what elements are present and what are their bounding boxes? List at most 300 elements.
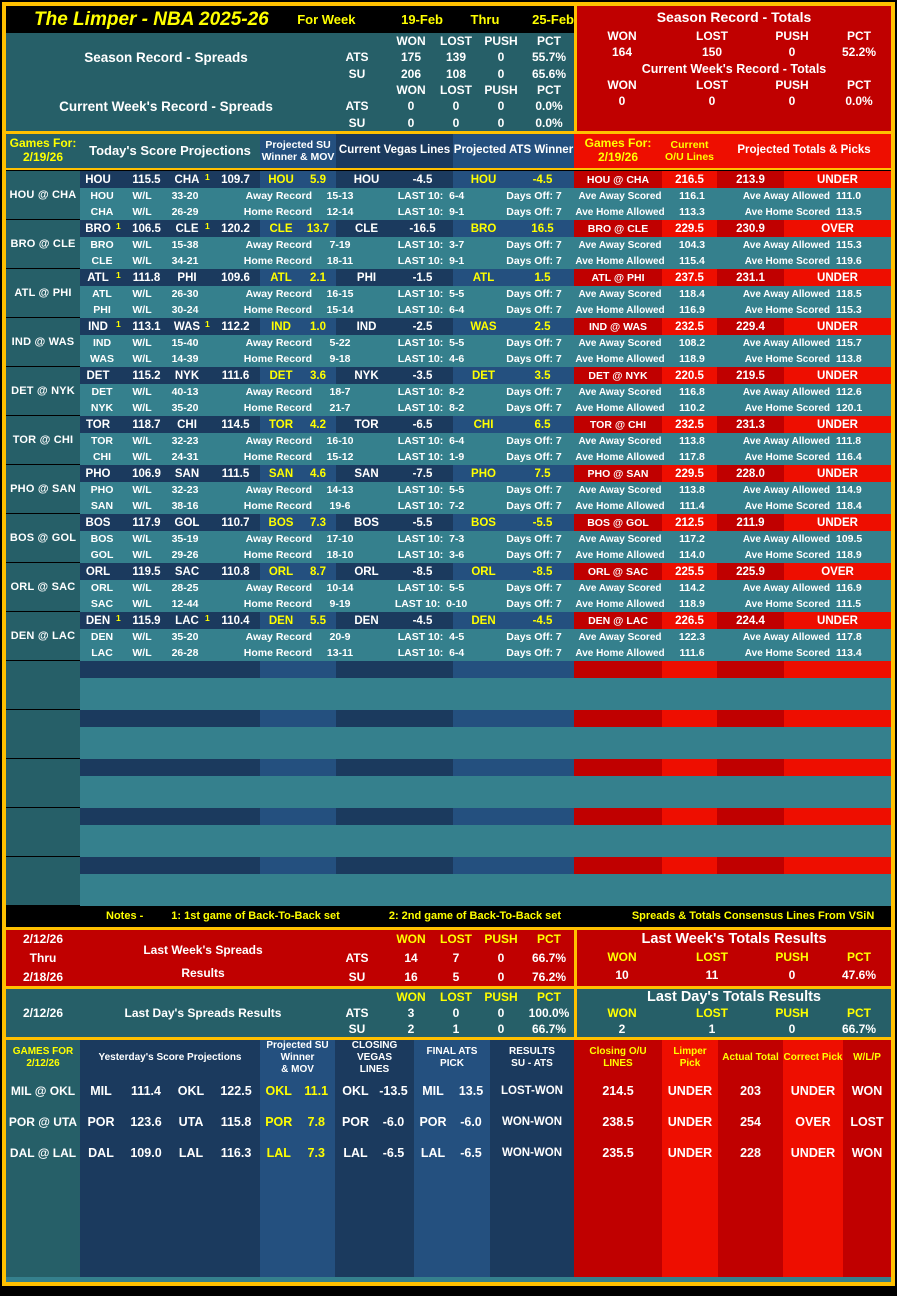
score-projection-cell: [80, 465, 260, 482]
su-pct: 65.6%: [531, 66, 567, 81]
game-matchup-label: PHO @ SAN: [6, 465, 80, 513]
ats-pct: 55.7%: [531, 50, 567, 65]
su-label: SU: [348, 115, 366, 130]
matchup-label-right: ATL @ PHI: [574, 269, 662, 286]
ave-away-allowed-label: Ave Away Allowed: [742, 288, 830, 300]
ats-pick-line: -5.5: [532, 516, 553, 529]
ats-pick-cell: [453, 318, 574, 335]
away-projected-score: 115.2: [132, 369, 161, 382]
vegas-lines-header: Current Vegas Lines: [336, 134, 453, 168]
yd-su-winner-cell: OKL 11.1: [260, 1075, 335, 1106]
totals-record-panel: [574, 6, 891, 131]
vegas-line: -6.5: [412, 418, 433, 431]
projected-total: 231.3: [717, 416, 784, 433]
vegas-favorite-team: TOR: [354, 418, 379, 431]
away-projected-score: 113.1: [132, 320, 161, 333]
vegas-line-cell: [336, 612, 453, 629]
totals-lost: 11: [705, 968, 719, 982]
away-record-label: Away Record: [245, 239, 312, 251]
ave-home-allowed-value: 117.8: [679, 451, 705, 463]
ave-away-allowed-label: Ave Away Allowed: [742, 631, 830, 643]
away-last10: LAST 10: 8-2: [397, 386, 465, 398]
yd-away-score: 123.6: [130, 1114, 162, 1129]
home-record-value: 21-7: [329, 402, 351, 414]
ave-home-allowed-label: Ave Home Allowed: [575, 549, 665, 561]
su-winner-team: TOR: [268, 418, 294, 431]
home-last10: LAST 10: 8-2: [397, 402, 465, 414]
su-label: SU: [348, 1022, 366, 1036]
away-team-abbr: DEN: [90, 631, 114, 643]
score-projection-cell: [80, 220, 260, 237]
away-wl-record: 32-23: [171, 435, 199, 447]
away-team-abbr: DET: [91, 386, 113, 398]
last-week-spreads-title: Last Week's Spreads: [143, 942, 263, 957]
away-detail-row: [80, 286, 891, 302]
yd-score-proj-header: Yesterday's Score Projections: [80, 1040, 260, 1076]
totals-won: 0: [618, 94, 626, 109]
ats-pick-cell: [453, 416, 574, 433]
ave-home-allowed-value: 111.6: [679, 647, 705, 659]
ave-away-allowed-label: Ave Away Allowed: [742, 582, 830, 594]
su-push: 0: [497, 969, 505, 984]
ats-pick-line: 2.5: [534, 320, 551, 333]
matchup-label-right: DET @ NYK: [574, 367, 662, 384]
yesterday-game-row: [6, 1106, 891, 1137]
home-team-abbr: PHI: [93, 304, 111, 316]
game-matchup-label: HOU @ CHA: [6, 171, 80, 219]
home-team-abbr: NYK: [174, 369, 200, 382]
col-lost: LOST: [440, 83, 472, 98]
ave-home-allowed-label: Ave Home Allowed: [575, 451, 665, 463]
yd-matchup-label: POR @ UTA: [6, 1106, 80, 1137]
vegas-line-cell: [336, 171, 453, 188]
ats-label: ATS: [345, 99, 369, 114]
yd-vegas-cell: LAL -6.5: [335, 1137, 414, 1168]
vegas-favorite-team: HOU: [353, 173, 380, 186]
ats-pick-cell: [453, 367, 574, 384]
ou-line: 232.5: [662, 416, 717, 433]
home-record-label: Home Record: [243, 451, 312, 463]
yd-ats-pick-cell: MIL 13.5: [414, 1075, 490, 1106]
game-block: [6, 562, 891, 611]
home-record-label: Home Record: [243, 647, 312, 659]
sheet: [2, 2, 895, 1286]
yd-limper-pick: UNDER: [662, 1075, 718, 1106]
last-week-totals-title: Last Week's Totals Results: [641, 931, 827, 947]
game-block: [6, 317, 891, 366]
home-record-value: 15-14: [326, 304, 354, 316]
empty-game-block: [6, 758, 891, 807]
ave-home-scored-label: Ave Home Scored: [744, 598, 830, 610]
yd-vegas-cell: POR -6.0: [335, 1106, 414, 1137]
ou-line: 226.5: [662, 612, 717, 629]
su-lost: 108: [445, 66, 467, 81]
game-matchup-label: ORL @ SAC: [6, 563, 80, 611]
season-totals-title: Season Record - Totals: [656, 9, 812, 25]
ave-home-allowed-label: Ave Home Allowed: [575, 206, 665, 218]
home-projected-score: 109.6: [221, 271, 250, 284]
score-projection-cell: [80, 514, 260, 531]
home-detail-row: [80, 302, 891, 318]
vegas-line: -4.5: [412, 614, 433, 627]
ave-home-scored-label: Ave Home Scored: [744, 647, 830, 659]
wl-label: W/L: [132, 304, 152, 316]
totals-pct: 66.7%: [841, 1022, 877, 1036]
su-push: 0: [497, 1022, 505, 1036]
band: [335, 1168, 414, 1277]
away-last10: LAST 10: 5-5: [397, 582, 465, 594]
yd-home-score: 116.3: [220, 1145, 252, 1160]
wl-label: W/L: [132, 549, 152, 561]
ats-pick-cell: [453, 563, 574, 580]
season-spreads-title: Season Record - Spreads: [84, 49, 248, 65]
col-pct: PCT: [847, 29, 871, 44]
yd-away-score: 111.4: [131, 1083, 161, 1098]
ave-home-allowed-value: 111.4: [679, 500, 705, 512]
totals-lost: 0: [708, 94, 716, 109]
home-detail-row: [80, 645, 891, 661]
ave-away-allowed-value: 114.9: [836, 484, 862, 496]
yd-ou-line: 235.5: [574, 1137, 662, 1168]
away-team-abbr: BRO: [90, 239, 114, 251]
matchup-label-right: BRO @ CLE: [574, 220, 662, 237]
ats-pct: 100.0%: [528, 1006, 570, 1020]
home-record-label: Home Record: [243, 304, 312, 316]
vegas-favorite-team: CLE: [355, 222, 378, 235]
away-days-off: Days Off: 7: [506, 337, 562, 349]
su-won: 16: [404, 969, 418, 984]
away-detail-row: [80, 188, 891, 204]
ats-label: ATS: [345, 1006, 369, 1020]
home-team-abbr: LAC: [175, 614, 199, 627]
ave-home-scored-value: 116.4: [836, 451, 862, 463]
away-last10: LAST 10: 6-4: [397, 435, 465, 447]
yd-home-score: 122.5: [220, 1083, 252, 1098]
away-team-abbr: PHO: [85, 467, 111, 480]
home-projected-score: 114.5: [221, 418, 250, 431]
away-team-abbr: DEN: [85, 614, 111, 627]
ou-line: 229.5: [662, 465, 717, 482]
totals-push: 0: [788, 94, 796, 109]
home-days-off: Days Off: 7: [506, 647, 562, 659]
home-detail-row: [80, 400, 891, 416]
home-record-label: Home Record: [243, 500, 312, 512]
yd-result: WON-WON: [490, 1106, 574, 1137]
away-record-value: 5-22: [329, 337, 351, 349]
home-detail-row: [80, 351, 891, 367]
ave-away-scored-label: Ave Away Scored: [578, 190, 662, 202]
ave-home-scored-value: 119.6: [836, 255, 862, 267]
ats-label: ATS: [345, 950, 369, 965]
su-winner-team: DEN: [268, 614, 294, 627]
away-record-label: Away Record: [245, 582, 312, 594]
home-last10: LAST 10: 6-4: [397, 304, 465, 316]
wl-label: W/L: [132, 631, 152, 643]
ave-away-scored-value: 118.4: [679, 288, 705, 300]
vegas-line-cell: [336, 318, 453, 335]
score-projection-cell: [80, 416, 260, 433]
away-projected-score: 117.9: [132, 516, 161, 529]
lw-date-thru: Thru: [29, 950, 57, 965]
ave-home-allowed-label: Ave Home Allowed: [575, 353, 665, 365]
ats-pick-team: ATL: [472, 271, 495, 284]
home-days-off: Days Off: 7: [506, 304, 562, 316]
total-pick: OVER: [784, 220, 891, 237]
yd-results-header: RESULTS SU - ATS: [490, 1040, 574, 1076]
home-detail-row: [80, 449, 891, 465]
total-pick: UNDER: [784, 269, 891, 286]
yd-score-projection-cell: [80, 1075, 260, 1106]
away-record-value: 7-19: [329, 239, 351, 251]
home-days-off: Days Off: 7: [506, 255, 562, 267]
vegas-favorite-team: PHI: [356, 271, 377, 284]
ats-label: ATS: [345, 50, 369, 65]
away-wl-record: 33-20: [171, 190, 199, 202]
away-days-off: Days Off: 7: [506, 190, 562, 202]
game-matchup-label: BOS @ GOL: [6, 514, 80, 562]
projected-total: 229.4: [717, 318, 784, 335]
ou-line: 220.5: [662, 367, 717, 384]
home-last10: LAST 10: 1-9: [397, 451, 465, 463]
vegas-line: -7.5: [412, 467, 433, 480]
wl-label: W/L: [132, 484, 152, 496]
home-record-value: 18-10: [326, 549, 354, 561]
games-for-header: Games For: 2/19/26: [6, 134, 80, 168]
yd-ou-lines-header: Closing O/U LINES: [574, 1040, 662, 1076]
away-b2b-flag: 1: [116, 269, 121, 280]
last-week-spreads-title-2: Results: [181, 965, 225, 980]
total-pick: UNDER: [784, 612, 891, 629]
ave-home-scored-value: 118.9: [836, 549, 862, 561]
band: [574, 1168, 662, 1277]
top-section: [6, 6, 891, 131]
home-team-abbr: SAN: [174, 467, 200, 480]
su-winner-mov: 5.9: [310, 173, 326, 186]
home-team-abbr: GOL: [90, 549, 114, 561]
su-label: SU: [348, 66, 366, 81]
totals-lost: 150: [701, 45, 723, 60]
ave-away-allowed-value: 111.0: [836, 190, 862, 202]
col-pct: PCT: [537, 990, 561, 1004]
home-wl-record: 14-39: [171, 353, 199, 365]
home-wl-record: 24-31: [171, 451, 199, 463]
score-projection-cell: [80, 367, 260, 384]
col-lost: LOST: [696, 29, 728, 44]
total-pick: UNDER: [784, 318, 891, 335]
su-lost: 1: [452, 1022, 460, 1036]
home-last10: LAST 10: 7-2: [397, 500, 465, 512]
ave-away-allowed-label: Ave Away Allowed: [742, 484, 830, 496]
consensus-note: Spreads & Totals Consensus Lines From VSiN: [631, 910, 875, 922]
su-winner-cell: [260, 514, 336, 531]
away-last10: LAST 10: 6-4: [397, 190, 465, 202]
game-block: [6, 464, 891, 513]
ats-won: 0: [407, 99, 415, 114]
home-record-value: 12-14: [326, 206, 354, 218]
title-bar: [6, 6, 574, 33]
game-matchup-label: BRO @ CLE: [6, 220, 80, 268]
home-team-abbr: CHA: [174, 173, 200, 186]
col-pct: PCT: [847, 950, 871, 964]
vegas-line: -8.5: [412, 565, 433, 578]
matchup-label-right: PHO @ SAN: [574, 465, 662, 482]
col-lost: LOST: [696, 78, 728, 93]
home-team-abbr: WAS: [173, 320, 201, 333]
yd-actual-total: 254: [718, 1106, 783, 1137]
yesterday-game-row: [6, 1137, 891, 1168]
ave-home-scored-label: Ave Home Scored: [744, 353, 830, 365]
games-table: [6, 170, 891, 660]
su-pct: 76.2%: [531, 969, 567, 984]
su-label: SU: [348, 969, 366, 984]
ave-home-allowed-value: 118.9: [679, 353, 705, 365]
wl-label: W/L: [132, 647, 152, 659]
col-lost: LOST: [440, 34, 472, 49]
yd-home-abbr: LAL: [178, 1145, 204, 1160]
ave-home-allowed-label: Ave Home Allowed: [575, 255, 665, 267]
su-winner-cell: [260, 220, 336, 237]
empty-game-block: [6, 660, 891, 709]
col-won: WON: [607, 950, 637, 964]
home-record-value: 9-19: [329, 598, 351, 610]
week-spreads-title: Current Week's Record - Spreads: [59, 98, 273, 114]
su-winner-mov: 5.5: [310, 614, 326, 627]
col-push: PUSH: [775, 950, 809, 964]
away-wl-record: 28-25: [171, 582, 199, 594]
home-record-value: 9-18: [329, 353, 351, 365]
yd-games-for-header: GAMES FOR 2/12/26: [6, 1040, 80, 1076]
home-team-abbr: CLE: [175, 222, 199, 235]
away-team-abbr: ORL: [85, 565, 111, 578]
total-pick: UNDER: [784, 367, 891, 384]
empty-game-block: [6, 856, 891, 905]
vegas-line-cell: [336, 563, 453, 580]
away-record-label: Away Record: [245, 337, 312, 349]
ou-lines-header: Current O/U Lines: [662, 134, 717, 168]
home-record-label: Home Record: [243, 402, 312, 414]
last-day-totals-title: Last Day's Totals Results: [646, 989, 821, 1005]
home-projected-score: 109.7: [221, 173, 250, 186]
su-winner-team: ORL: [268, 565, 294, 578]
away-team-abbr: TOR: [85, 418, 111, 431]
wl-label: W/L: [132, 402, 152, 414]
home-days-off: Days Off: 7: [506, 402, 562, 414]
away-record-value: 15-13: [326, 190, 354, 202]
ats-pick-team: BOS: [471, 516, 496, 529]
last-week-spreads-panel: [6, 930, 574, 986]
away-detail-row: [80, 580, 891, 596]
game-block: [6, 219, 891, 268]
yd-vegas-cell: OKL -13.5: [335, 1075, 414, 1106]
wl-label: W/L: [132, 288, 152, 300]
away-projected-score: 106.5: [132, 222, 161, 235]
col-lost: LOST: [696, 950, 728, 964]
home-days-off: Days Off: 7: [506, 353, 562, 365]
su-winner-mov: 13.7: [306, 222, 330, 235]
totals-pct: 52.2%: [841, 45, 877, 60]
col-push: PUSH: [484, 83, 518, 98]
yd-away-abbr: DAL: [88, 1145, 114, 1160]
home-team-abbr: PHI: [177, 271, 197, 284]
col-push: PUSH: [775, 1006, 809, 1020]
ats-pick-line: 7.5: [534, 467, 551, 480]
yd-actual-total: 228: [718, 1137, 783, 1168]
home-last10: LAST 10: 9-1: [397, 255, 465, 267]
ats-push: 0: [497, 50, 505, 65]
ave-away-allowed-value: 112.6: [836, 386, 862, 398]
home-team-abbr: SAC: [174, 565, 200, 578]
yd-ats-pick-cell: POR -6.0: [414, 1106, 490, 1137]
ats-pick-line: 1.5: [534, 271, 551, 284]
yd-correct-pick: OVER: [783, 1106, 843, 1137]
away-team-abbr: BOS: [90, 533, 114, 545]
col-push: PUSH: [775, 29, 809, 44]
su-winner-cell: [260, 367, 336, 384]
col-pct: PCT: [537, 34, 561, 49]
away-projected-score: 111.8: [132, 271, 161, 284]
yd-correct-pick-header: Correct Pick: [783, 1040, 843, 1076]
col-lost: LOST: [440, 990, 472, 1004]
yd-su-winner-cell: POR 7.8: [260, 1106, 335, 1137]
ats-won: 14: [404, 950, 418, 965]
vegas-line-cell: [336, 269, 453, 286]
projected-total: 211.9: [717, 514, 784, 531]
wl-label: W/L: [132, 598, 152, 610]
ave-home-scored-label: Ave Home Scored: [744, 206, 830, 218]
away-team-abbr: BOS: [85, 516, 111, 529]
col-push: PUSH: [484, 990, 518, 1004]
ats-pick-line: -4.5: [532, 173, 553, 186]
lw-date-start: 2/12/26: [22, 932, 64, 947]
ave-home-scored-label: Ave Home Scored: [744, 304, 830, 316]
ave-home-allowed-value: 115.4: [679, 255, 705, 267]
ou-line: 237.5: [662, 269, 717, 286]
empty-game-block: [6, 807, 891, 856]
col-won: WON: [396, 932, 426, 947]
home-detail-row: [80, 547, 891, 563]
home-b2b-flag: 1: [205, 612, 210, 623]
col-won: WON: [396, 83, 426, 98]
empty-game-blocks: [6, 660, 891, 905]
su-winner-header: Projected SU Winner & MOV: [260, 134, 336, 168]
matchup-label-right: DEN @ LAC: [574, 612, 662, 629]
ave-away-allowed-label: Ave Away Allowed: [742, 435, 830, 447]
home-wl-record: 30-24: [171, 304, 199, 316]
ave-home-scored-label: Ave Home Scored: [744, 451, 830, 463]
su-winner-mov: 3.6: [310, 369, 326, 382]
ats-lost: 0: [452, 1006, 460, 1020]
home-wl-record: 34-21: [171, 255, 199, 267]
home-record-value: 19-6: [329, 500, 351, 512]
away-wl-record: 40-13: [171, 386, 199, 398]
home-record-value: 15-12: [326, 451, 354, 463]
lw-date-end: 2/18/26: [22, 969, 64, 984]
home-team-abbr: LAC: [91, 647, 113, 659]
ave-home-scored-value: 115.3: [836, 304, 862, 316]
away-days-off: Days Off: 7: [506, 435, 562, 447]
away-detail-row: [80, 384, 891, 400]
away-projected-score: 115.9: [132, 614, 161, 627]
col-lost: LOST: [696, 1006, 728, 1020]
home-last10: LAST 10: 9-1: [397, 206, 465, 218]
wl-label: W/L: [132, 337, 152, 349]
ave-away-scored-label: Ave Away Scored: [578, 239, 662, 251]
ats-lost: 7: [452, 950, 460, 965]
away-team-abbr: ORL: [90, 582, 114, 594]
ld-date: 2/12/26: [22, 1006, 64, 1020]
away-days-off: Days Off: 7: [506, 484, 562, 496]
col-push: PUSH: [484, 34, 518, 49]
